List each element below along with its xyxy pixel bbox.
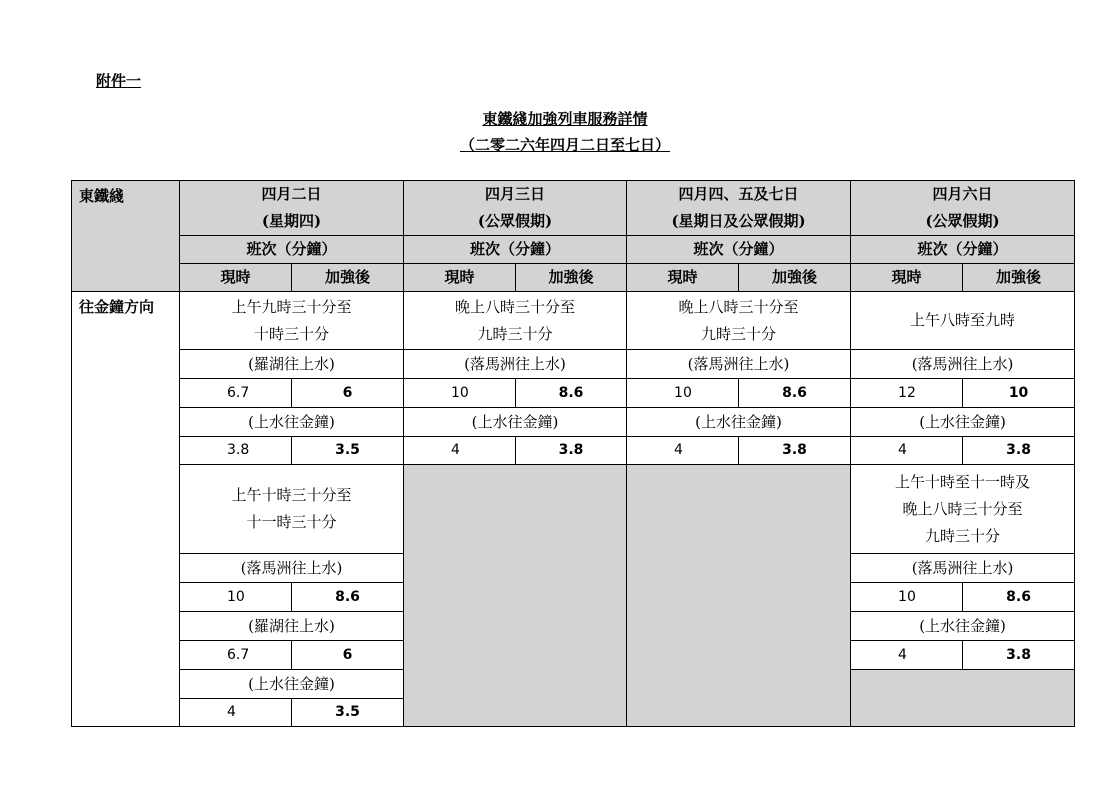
service-table [71, 180, 1075, 727]
current-header: 現時 [851, 264, 963, 292]
route-label: (上水往金鐘) [851, 612, 1075, 641]
enhanced-value: 3.8 [963, 437, 1075, 465]
document-title: 東鐵綫加強列車服務詳情 [482, 110, 648, 128]
time-period: 上午八時至九時 [851, 292, 1075, 350]
route-label: (上水往金鐘) [180, 408, 404, 437]
route-label: (落馬洲往上水) [404, 350, 627, 379]
route-label: (上水往金鐘) [627, 408, 851, 437]
route-label: (上水往金鐘) [180, 670, 404, 699]
empty-cell [851, 670, 1075, 727]
time-period: 上午九時三十分至 十時三十分 [180, 292, 404, 350]
day-header-4: 四月六日 (公眾假期) [851, 181, 1075, 236]
empty-cell [627, 465, 851, 727]
current-header: 現時 [180, 264, 292, 292]
route-label: (落馬洲往上水) [180, 554, 404, 583]
enhanced-value: 8.6 [963, 583, 1075, 612]
current-value: 10 [627, 379, 739, 408]
enhanced-value: 8.6 [292, 583, 404, 612]
annex-label: 附件一 [96, 72, 142, 90]
freq-header: 班次（分鐘） [404, 236, 627, 264]
enhanced-header: 加強後 [739, 264, 851, 292]
enhanced-value: 3.8 [963, 641, 1075, 670]
enhanced-value: 8.6 [516, 379, 627, 408]
current-value: 4 [404, 437, 516, 465]
route-label: (落馬洲往上水) [851, 350, 1075, 379]
enhanced-value: 8.6 [739, 379, 851, 408]
enhanced-value: 6 [292, 641, 404, 670]
day-header-3: 四月四、五及七日 (星期日及公眾假期) [627, 181, 851, 236]
current-header: 現時 [404, 264, 516, 292]
current-value: 4 [627, 437, 739, 465]
route-label: (落馬洲往上水) [627, 350, 851, 379]
freq-header: 班次（分鐘） [627, 236, 851, 264]
route-label: (羅湖往上水) [180, 612, 404, 641]
enhanced-value: 3.5 [292, 437, 404, 465]
route-label: (羅湖往上水) [180, 350, 404, 379]
enhanced-value: 3.8 [739, 437, 851, 465]
document-subtitle: （二零二六年四月二日至七日） [459, 136, 670, 154]
line-label-cell: 東鐵綫 [72, 181, 180, 292]
time-period: 晚上八時三十分至 九時三十分 [404, 292, 627, 350]
enhanced-header: 加強後 [292, 264, 404, 292]
current-value: 4 [851, 437, 963, 465]
current-value: 10 [404, 379, 516, 408]
empty-cell [404, 465, 627, 727]
current-value: 6.7 [180, 641, 292, 670]
current-value: 12 [851, 379, 963, 408]
current-value: 4 [851, 641, 963, 670]
time-period: 上午十時至十一時及 晚上八時三十分至 九時三十分 [851, 465, 1075, 554]
enhanced-value: 10 [963, 379, 1075, 408]
current-value: 10 [851, 583, 963, 612]
enhanced-value: 3.5 [292, 699, 404, 727]
time-period: 晚上八時三十分至 九時三十分 [627, 292, 851, 350]
time-period: 上午十時三十分至 十一時三十分 [180, 465, 404, 554]
enhanced-header: 加強後 [963, 264, 1075, 292]
current-value: 6.7 [180, 379, 292, 408]
current-value: 10 [180, 583, 292, 612]
current-header: 現時 [627, 264, 739, 292]
direction-label: 往金鐘方向 [72, 292, 180, 727]
enhanced-value: 3.8 [516, 437, 627, 465]
freq-header: 班次（分鐘） [180, 236, 404, 264]
day-header-1: 四月二日 (星期四) [180, 181, 404, 236]
current-value: 3.8 [180, 437, 292, 465]
route-label: (上水往金鐘) [404, 408, 627, 437]
enhanced-value: 6 [292, 379, 404, 408]
enhanced-header: 加強後 [516, 264, 627, 292]
route-label: (上水往金鐘) [851, 408, 1075, 437]
current-value: 4 [180, 699, 292, 727]
freq-header: 班次（分鐘） [851, 236, 1075, 264]
route-label: (落馬洲往上水) [851, 554, 1075, 583]
day-header-2: 四月三日 (公眾假期) [404, 181, 627, 236]
